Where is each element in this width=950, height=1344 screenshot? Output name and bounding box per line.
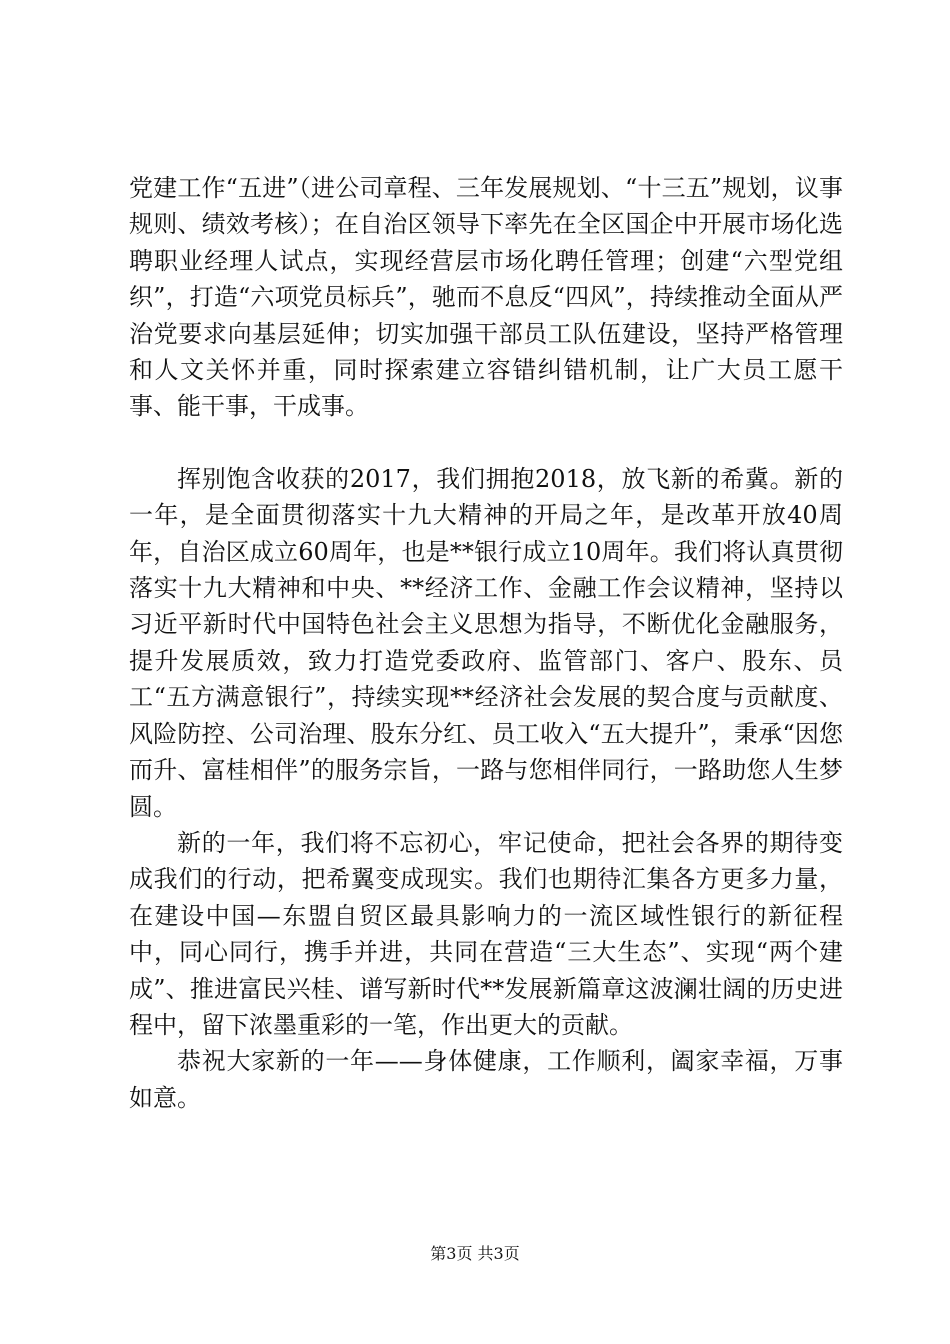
paragraph-farewell-2017: 挥别饱含收获的2017，我们拥抱2018，放飞新的希冀。新的一年，是全面贯彻落实十九大精神的开局之年，是改革开放40周年，自治区成立60周年，也是**银行成立10周年。我们将认真贯彻落实十九大精神和中央、**经济工作、金融工作会议精神，坚持以习近平新时代中国特色社会主义思想为指导，不断优化金融服务，提升发展质效，致力打造党委政府、监管部门、客户、股东、员工“五方满意银行”，持续实现**经济社会发展的契合度与贡献度、风险防控、公司治理、股东分红、员工收入“五大提升”，秉承“因您而升、富桂相伴”的服务宗旨，一路与您相伴同行，一路助您人生梦圆。 [129, 464, 843, 821]
paragraph-party-building: 党建工作“五进”（进公司章程、三年发展规划、“十三五”规划，议事规则、绩效考核）；在自治区领导下率先在全区国企中开展市场化选聘职业经理人试点，实现经营层市场化聘任管理；创建“六型党组织”，打造“六项党员标兵”，驰而不息反“四风”，持续推动全面从严治党要求向基层延伸；切实加强干部员工队伍建设，坚持严格管理和人文关怀并重，同时探索建立容错纠错机制，让广大员工愿干事、能干事，干成事。 [129, 174, 843, 421]
page-number-footer: 第3页 共3页 [430, 1244, 520, 1263]
paragraph-greetings: 恭祝大家新的一年——身体健康，工作顺利，阖家幸福，万事如意。 [129, 1047, 843, 1112]
paragraph-new-year-mission: 新的一年，我们将不忘初心，牢记使命，把社会各界的期待变成我们的行动，把希翼变成现实。我们也期待汇集各方更多力量，在建设中国—东盟自贸区最具影响力的一流区域性银行的新征程中，同心同行，携手并进，共同在营造“三大生态”、实现“两个建成”、推进富民兴桂、谱写新时代**发展新篇章这波澜壮阔的历史进程中，留下浓墨重彩的一笔，作出更大的贡献。 [129, 828, 843, 1039]
document-body [129, 170, 843, 1116]
